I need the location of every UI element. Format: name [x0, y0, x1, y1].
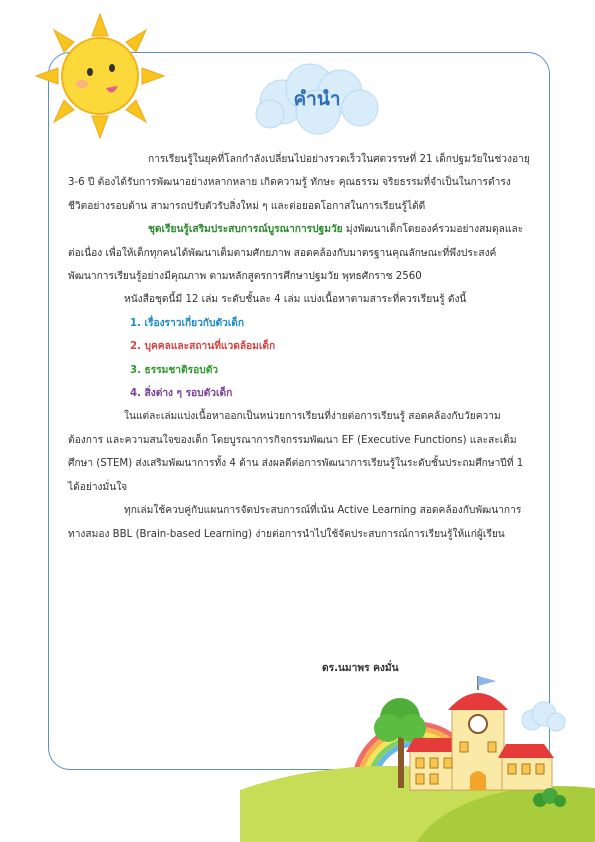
page-title: คำนำ	[293, 89, 341, 110]
list-item: 4. สิ่งต่าง ๆ รอบตัวเด็ก	[130, 388, 233, 400]
preface-body	[68, 148, 530, 546]
list-item: 1. เรื่องราวเกี่ยวกับตัวเด็ก	[130, 317, 245, 329]
paragraph-series	[68, 218, 530, 288]
list-item: 3. ธรรมชาติรอบตัว	[130, 364, 219, 376]
paragraph-units: ในแต่ละเล่มแบ่งเนื้อหาออกเป็นหน่วยการเรียนที่ง่ายต่อการเรียนรู้ สอดคล้องกับวัยความต้องการ และความสนใจของเด็ก โดยบูรณาการกิจกรรมพัฒนา EF (Executive Functions) และสะเต็มศึกษา (STEM) ส่งเสริมพัฒนาการทั้ง 4 ด้าน ส่งผลดีต่อการพัฒนาการเรียนรู้ในระดับชั้นประถมศึกษาปีที่ 1 ได้อย่างมั่นใจ	[68, 411, 524, 493]
signature: ดร.นมาพร คงมั่น	[322, 663, 399, 674]
content-list	[68, 312, 530, 406]
list-item: 2. บุคคลและสถานที่แวดล้อมเด็ก	[130, 341, 276, 353]
paragraph-intro: การเรียนรู้ในยุคที่โลกกำลังเปลี่ยนไปอย่างรวดเร็วในศตวรรษที่ 21 เด็กปฐมวัยในช่วงอายุ 3-6 ปี ต้องได้รับการพัฒนาอย่างหลากหลาย เกิดความรู้ ทักษะ คุณธรรม จริยธรรมที่จำเป็นในการดำรงชีวิตอย่างรอบด้าน สามารถปรับตัวรับสิ่งใหม่ ๆ และต่อยอดโอกาสในการเรียนรู้ได้ดี	[68, 154, 530, 212]
school-scene-illustration	[240, 676, 595, 842]
sun-illustration	[34, 12, 166, 140]
paragraph-books: หนังสือชุดนี้มี 12 เล่ม ระดับชั้นละ 4 เล่ม แบ่งเนื้อหาตามสาระที่ควรเรียนรู้ ดังนี้	[124, 294, 467, 306]
series-name: ชุดเรียนรู้เสริมประสบการณ์บูรณาการปฐมวัย	[148, 224, 343, 236]
paragraph-usage: ทุกเล่มใช้ควบคู่กับแผนการจัดประสบการณ์ที่เน้น Active Learning สอดคล้องกับพัฒนาการทางสมอง BBL (Brain-based Learning) ง่ายต่อการนำไปใช้จัดประสบการณ์การเรียนรู้ให้แก่ผู้เรียน	[68, 505, 522, 540]
series-description: มุ่งพัฒนาเด็กโดยองค์รวมอย่างสมดุลและต่อเนื่อง เพื่อให้เด็กทุกคนได้พัฒนาเต็มตามศักยภาพ สอดคล้องกับมาตรฐานคุณลักษณะที่พึงประสงค์ พัฒนาการเรียนรู้อย่างมีคุณภาพ ตามหลักสูตรการศึกษาปฐมวัย พุทธศักราช 2560	[68, 224, 524, 283]
